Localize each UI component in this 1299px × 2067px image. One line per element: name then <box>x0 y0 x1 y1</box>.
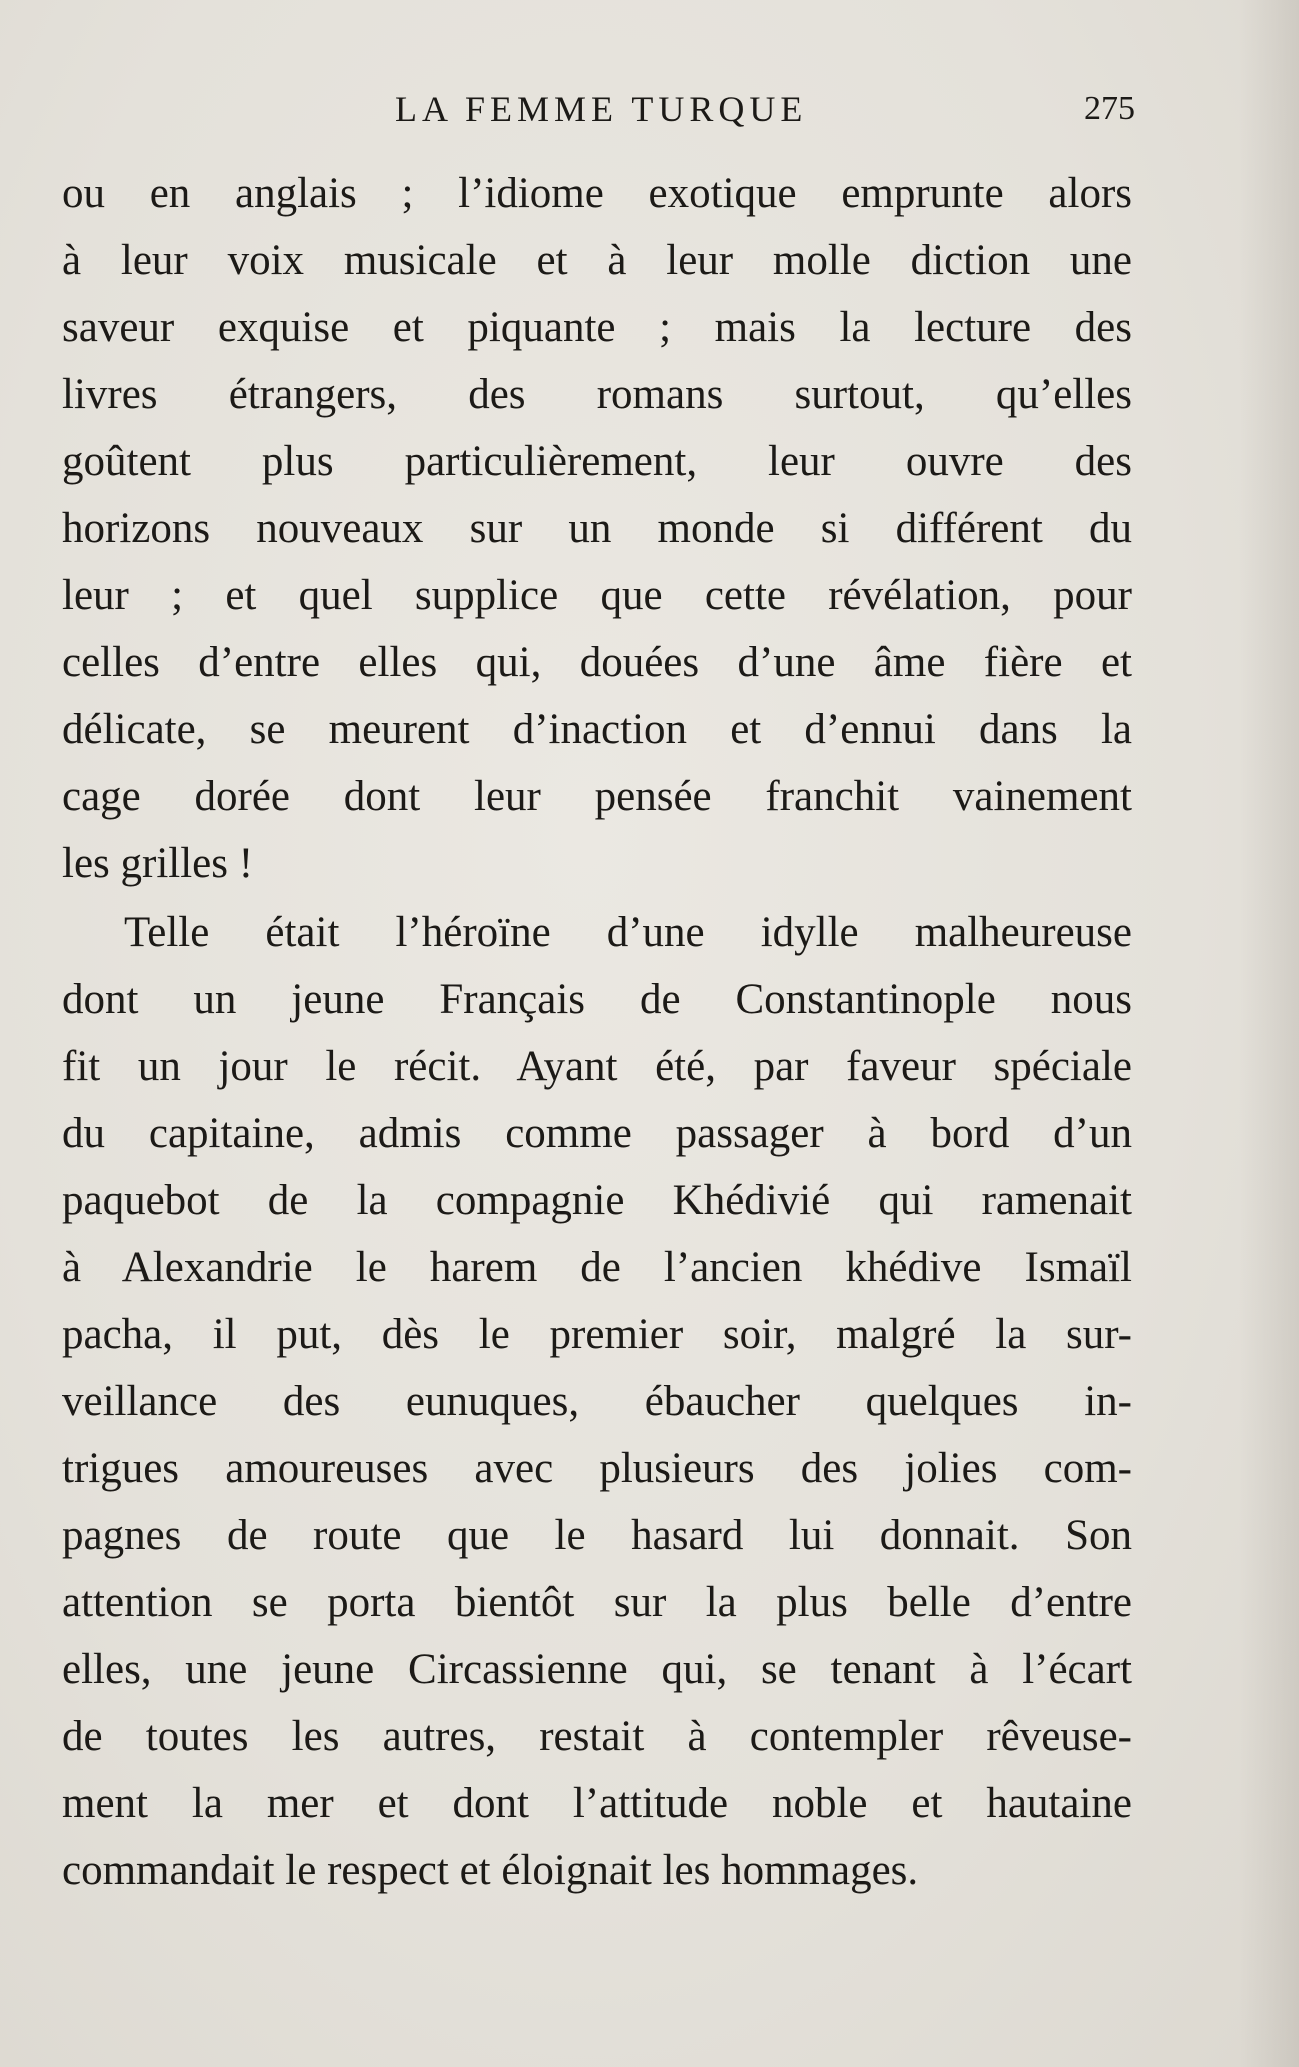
text-line: délicate, se meurent d’inaction et d’ennui dans la <box>62 706 1132 753</box>
text-line: Telle était l’héroïne d’une idylle malheureuse <box>124 909 1132 956</box>
page-edge-shadow <box>1239 0 1299 2067</box>
text-line: leur ; et quel supplice que cette révélation, pour <box>62 572 1132 619</box>
text-line: elles, une jeune Circassienne qui, se tenant à l’écart <box>62 1646 1132 1693</box>
text-line: de toutes les autres, restait à contempler rêveuse- <box>62 1713 1132 1760</box>
text-line: ment la mer et dont l’attitude noble et hautaine <box>62 1780 1132 1827</box>
text-line: celles d’entre elles qui, douées d’une âme fière et <box>62 639 1132 686</box>
text-line: fit un jour le récit. Ayant été, par faveur spéciale <box>62 1043 1132 1090</box>
text-line: dont un jeune Français de Constantinople nous <box>62 976 1132 1023</box>
paragraph-1 <box>62 160 1132 897</box>
text-line: paquebot de la compagnie Khédivié qui ramenait <box>62 1177 1132 1224</box>
text-line: à Alexandrie le harem de l’ancien khédive Ismaïl <box>62 1244 1132 1291</box>
text-line: les grilles ! <box>62 840 254 887</box>
running-head <box>60 84 1135 134</box>
text-line: goûtent plus particulièrement, leur ouvre des <box>62 438 1132 485</box>
page-number: 275 <box>1084 90 1135 127</box>
text-line: livres étrangers, des romans surtout, qu’elles <box>62 371 1132 418</box>
running-title: LA FEMME TURQUE <box>395 89 808 129</box>
text-line: ou en anglais ; l’idiome exotique emprunte alors <box>62 170 1132 217</box>
body-text <box>62 160 1132 1904</box>
text-line: cage dorée dont leur pensée franchit vainement <box>62 773 1132 820</box>
paragraph-2 <box>62 899 1132 1904</box>
text-line: saveur exquise et piquante ; mais la lecture des <box>62 304 1132 351</box>
text-line: commandait le respect et éloignait les hommages. <box>62 1847 919 1894</box>
text-line: trigues amoureuses avec plusieurs des jolies com- <box>62 1445 1132 1492</box>
text-line: du capitaine, admis comme passager à bord d’un <box>62 1110 1132 1157</box>
text-line: pagnes de route que le hasard lui donnait. Son <box>62 1512 1132 1559</box>
text-line: attention se porta bientôt sur la plus belle d’entre <box>62 1579 1132 1626</box>
text-line: à leur voix musicale et à leur molle diction une <box>62 237 1132 284</box>
text-line: pacha, il put, dès le premier soir, malgré la sur- <box>62 1311 1132 1358</box>
text-line: horizons nouveaux sur un monde si différent du <box>62 505 1132 552</box>
text-line: veillance des eunuques, ébaucher quelques in- <box>62 1378 1132 1425</box>
